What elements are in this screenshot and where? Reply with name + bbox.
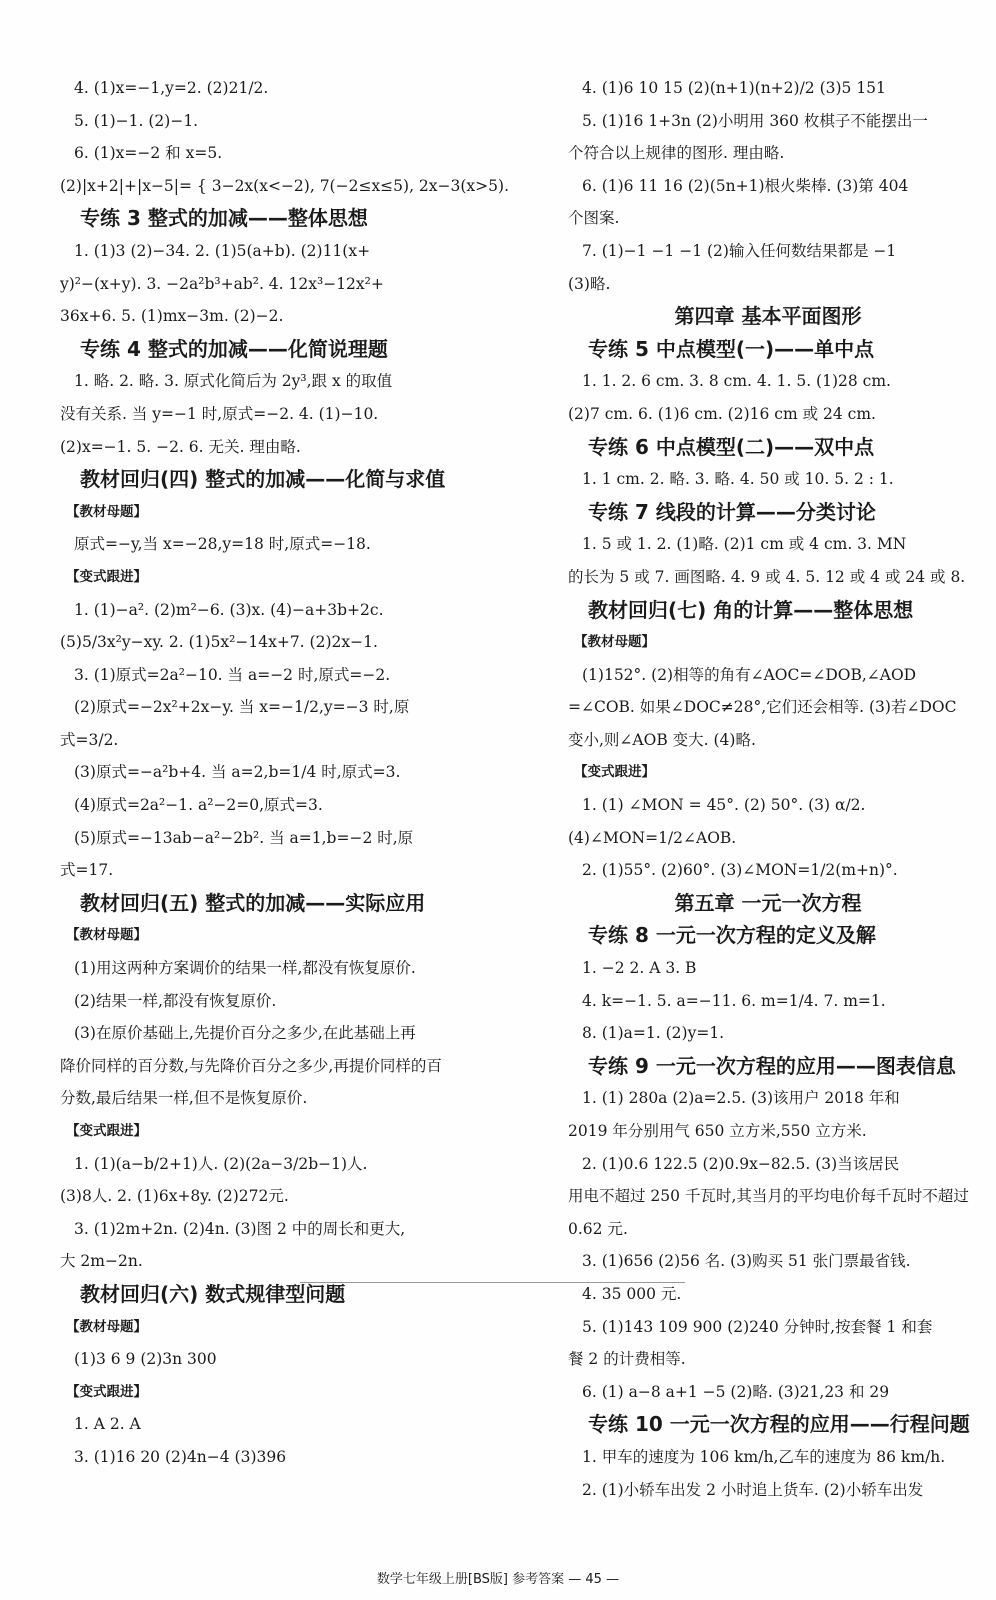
answer-line: 1. 略. 2. 略. 3. 原式化简后为 2y³,跟 x 的取值 — [74, 372, 393, 391]
chapter-heading: 第五章 一元一次方程 — [674, 890, 862, 915]
answer-line: 4. (1)6 10 15 (2)(n+1)(n+2)/2 (3)5 151 — [582, 79, 886, 97]
answer-line: 1. −2 2. A 3. B — [582, 959, 697, 978]
answer-line: (3)略. — [568, 274, 611, 293]
answer-line: (1)3 6 9 (2)3n 300 — [74, 1350, 217, 1369]
section-heading: 专练 7 线段的计算——分类讨论 — [588, 499, 876, 524]
section-heading: 专练 9 一元一次方程的应用——图表信息 — [588, 1053, 956, 1078]
subsection-label: 【教材母题】 — [66, 1318, 147, 1335]
answer-line: 36x+6. 5. (1)mx−3m. (2)−2. — [60, 307, 284, 326]
answer-line: 6. (1) a−8 a+1 −5 (2)略. (3)21,23 和 29 — [582, 1382, 890, 1401]
page-footer: 数学七年级上册[BS版] 参考答案 — 45 — — [376, 1572, 620, 1587]
subsection-label: 【教材母题】 — [66, 927, 147, 944]
answer-line: 4. k=−1. 5. a=−11. 6. m=1/4. 7. m=1. — [582, 991, 886, 1010]
answer-line: 降价同样的百分数,与先降价百分之多少,再提价同样的百 — [60, 1056, 442, 1075]
section-heading: 专练 5 中点模型(一)——单中点 — [588, 336, 875, 361]
answer-line: 2019 年分别用气 650 立方米,550 立方米. — [568, 1122, 867, 1140]
section-heading: 专练 10 一元一次方程的应用——行程问题 — [588, 1412, 970, 1437]
answer-line: 1. 5 或 1. 2. (1)略. (2)1 cm 或 4 cm. 3. MN — [582, 535, 907, 554]
section-heading: 专练 4 整式的加减——化简说理题 — [80, 336, 388, 361]
answer-line: (5)5/3x²y−xy. 2. (1)5x²−14x+7. (2)2x−1. — [60, 633, 378, 652]
answer-line: 1. (1)3 (2)−34. 2. (1)5(a+b). (2)11(x+ — [74, 241, 371, 260]
divider — [300, 1282, 685, 1283]
subsection-label: 【教材母题】 — [574, 634, 655, 651]
answer-line: (2)原式=−2x²+2x−y. 当 x=−1/2,y=−3 时,原 — [74, 698, 410, 717]
answer-line: 的长为 5 或 7. 画图略. 4. 9 或 4. 5. 12 或 4 或 24 或 8. — [568, 567, 966, 586]
answer-line: 1. 1. 2. 6 cm. 3. 8 cm. 4. 1. 5. (1)28 cm. — [582, 372, 891, 391]
answer-line: (3)在原价基础上,先提价百分之多少,在此基础上再 — [74, 1024, 416, 1043]
section-heading: 专练 3 整式的加减——整体思想 — [80, 206, 368, 231]
answer-line: 变小,则∠AOB 变大. (4)略. — [568, 730, 756, 749]
section-heading: 教材回归(七) 角的计算——整体思想 — [588, 597, 914, 622]
answer-line: (2)结果一样,都没有恢复原价. — [74, 991, 277, 1010]
answer-line: 2. (1)0.6 122.5 (2)0.9x−82.5. (3)当该居民 — [582, 1154, 900, 1173]
answer-line: 0.62 元. — [568, 1219, 628, 1238]
section-heading: 专练 8 一元一次方程的定义及解 — [588, 923, 876, 948]
answer-line: 分数,最后结果一样,但不是恢复原价. — [60, 1089, 308, 1108]
answer-line: 6. (1)6 11 16 (2)(5n+1)根火柴棒. (3)第 404 — [582, 176, 909, 195]
answer-line: 1. (1) 280a (2)a=2.5. (3)该用户 2018 年和 — [582, 1089, 900, 1108]
right-column — [568, 72, 968, 1506]
left-column — [60, 72, 509, 1474]
answer-line: 7. (1)−1 −1 −1 (2)输入任何数结果都是 −1 — [582, 241, 897, 260]
answer-line: 2. (1)小轿车出发 2 小时追上货车. (2)小轿车出发 — [582, 1480, 924, 1499]
answer-line: =∠COB. 如果∠DOC≠28°,它们还会相等. (3)若∠DOC — [568, 698, 957, 717]
answer-line: 个符合以上规律的图形. 理由略. — [568, 144, 785, 163]
answer-line: 5. (1)143 109 900 (2)240 分钟时,按套餐 1 和套 — [582, 1317, 933, 1336]
answer-line: 3. (1)656 (2)56 名. (3)购买 51 张门票最省钱. — [582, 1252, 911, 1271]
answer-line: y)²−(x+y). 3. −2a²b³+ab². 4. 12x³−12x²+ — [60, 274, 384, 293]
answer-line: 式=17. — [60, 861, 114, 880]
answer-line: 5. (1)−1. (2)−1. — [74, 111, 199, 130]
answer-line: 4. (1)x=−1,y=2. (2)21/2. — [74, 79, 269, 97]
answer-line: 6. (1)x=−2 和 x=5. — [74, 144, 223, 163]
answer-line: 大 2m−2n. — [60, 1252, 143, 1271]
section-heading: 教材回归(五) 整式的加减——实际应用 — [80, 890, 426, 915]
subsection-label: 【变式跟进】 — [66, 568, 147, 585]
answer-line: (4)原式=2a²−1. a²−2=0,原式=3. — [74, 796, 323, 815]
answer-line: 1. (1) ∠MON = 45°. (2) 50°. (3) α/2. — [582, 796, 866, 815]
answer-line: (5)原式=−13ab−a²−2b². 当 a=1,b=−2 时,原 — [74, 828, 414, 847]
answer-line: (1)152°. (2)相等的角有∠AOC=∠DOB,∠AOD — [582, 665, 917, 684]
answer-line: 1. 甲车的速度为 106 km/h,乙车的速度为 86 km/h. — [582, 1447, 946, 1466]
answer-line: 4. 35 000 元. — [582, 1284, 682, 1303]
answer-line: (1)用这两种方案调价的结果一样,都没有恢复原价. — [74, 959, 416, 978]
answer-line: (3)8人. 2. (1)6x+8y. (2)272元. — [60, 1187, 289, 1206]
answer-line: 餐 2 的计费相等. — [568, 1350, 686, 1369]
chapter-heading: 第四章 基本平面图形 — [674, 304, 862, 329]
answer-line: 3. (1)原式=2a²−10. 当 a=−2 时,原式=−2. — [74, 665, 391, 684]
answer-line: 式=3/2. — [60, 730, 119, 749]
answer-line: (2)x=−1. 5. −2. 6. 无关. 理由略. — [60, 437, 301, 456]
answer-line: 2. (1)55°. (2)60°. (3)∠MON=1/2(m+n)°. — [582, 861, 898, 880]
answer-line: 1. (1)(a−b/2+1)人. (2)(2a−3/2b−1)人. — [74, 1154, 368, 1173]
answer-line: 5. (1)16 1+3n (2)小明用 360 枚棋子不能摆出一 — [582, 111, 928, 130]
subsection-label: 【教材母题】 — [66, 503, 147, 520]
subsection-label: 【变式跟进】 — [574, 764, 655, 781]
answer-line: 1. (1)−a². (2)m²−6. (3)x. (4)−a+3b+2c. — [74, 600, 384, 619]
answer-line: (4)∠MON=1/2∠AOB. — [568, 828, 737, 847]
answer-line: 3. (1)16 20 (2)4n−4 (3)396 — [74, 1447, 287, 1466]
answer-line: 没有关系. 当 y=−1 时,原式=−2. 4. (1)−10. — [60, 404, 379, 423]
answer-line: 8. (1)a=1. (2)y=1. — [582, 1024, 725, 1043]
answer-line: (2)7 cm. 6. (1)6 cm. (2)16 cm 或 24 cm. — [568, 404, 876, 423]
subsection-label: 【变式跟进】 — [66, 1383, 147, 1400]
answer-line: 3. (1)2m+2n. (2)4n. (3)图 2 中的周长和更大, — [74, 1219, 406, 1238]
section-heading: 教材回归(六) 数式规律型问题 — [80, 1281, 346, 1306]
answer-line: 个图案. — [568, 209, 620, 228]
answer-line: (2)|x+2|+|x−5|= { 3−2x(x<−2), 7(−2≤x≤5), 2x−3(x>5). — [60, 176, 509, 195]
answer-line: 1. A 2. A — [74, 1415, 141, 1434]
section-heading: 教材回归(四) 整式的加减——化简与求值 — [80, 467, 446, 492]
answer-line: 原式=−y,当 x=−28,y=18 时,原式=−18. — [74, 535, 371, 554]
section-heading: 专练 6 中点模型(二)——双中点 — [588, 434, 875, 459]
answer-line: 用电不超过 250 千瓦时,其当月的平均电价每千瓦时不超过 — [568, 1187, 969, 1206]
answer-line: (3)原式=−a²b+4. 当 a=2,b=1/4 时,原式=3. — [74, 763, 401, 782]
subsection-label: 【变式跟进】 — [66, 1123, 147, 1139]
answer-line: 1. 1 cm. 2. 略. 3. 略. 4. 50 或 10. 5. 2 : 1. — [582, 470, 894, 489]
